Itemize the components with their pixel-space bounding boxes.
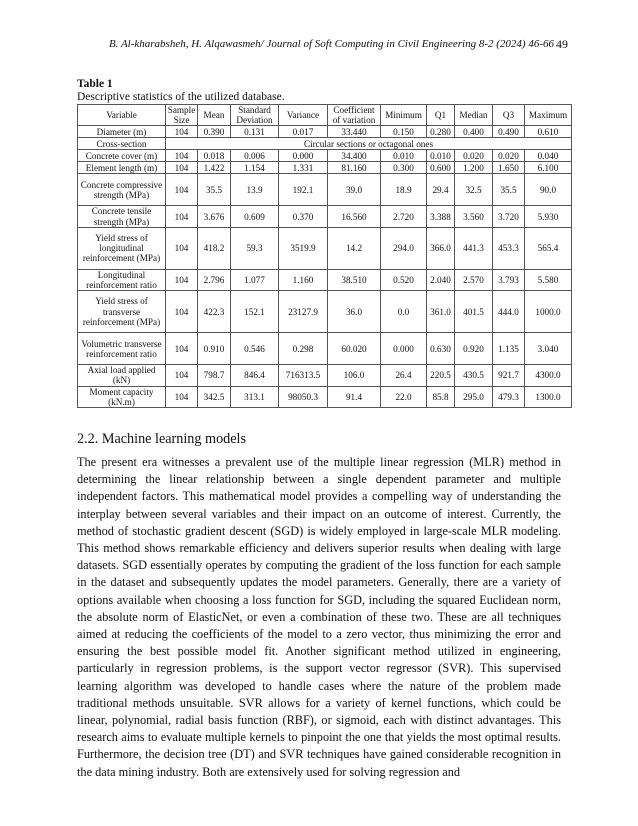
table-cell: 104	[166, 227, 198, 269]
table-cell: 441.3	[455, 227, 493, 269]
table-cell: 0.520	[381, 269, 427, 290]
table-cell: 3.720	[493, 206, 525, 227]
table-cell: 0.370	[279, 206, 328, 227]
table-cell: Moment capacity (kN.m)	[78, 386, 166, 407]
table-cell: Concrete cover (m)	[78, 150, 166, 162]
table-cell: 60.020	[328, 333, 381, 365]
table-cell: Axial load applied (kN)	[78, 365, 166, 386]
table-cell: 59.3	[231, 227, 279, 269]
table-cell: Yield stress of transverse reinforcement (MPa)	[78, 291, 166, 333]
table-cell: 0.010	[381, 150, 427, 162]
table-caption-text: Descriptive statistics of the utilized database.	[77, 91, 285, 103]
column-header: Q3	[493, 105, 525, 126]
table-row	[78, 269, 572, 290]
table-cell: 1.200	[455, 162, 493, 174]
table-cell: 0.010	[427, 150, 455, 162]
table-cell: 4300.0	[525, 365, 572, 386]
table-cell: 1.135	[493, 333, 525, 365]
table-cell: 13.9	[231, 174, 279, 206]
table-cell: 18.9	[381, 174, 427, 206]
table-cell: 0.610	[525, 126, 572, 138]
table-cell: 361.0	[427, 291, 455, 333]
table-cell: 479.3	[493, 386, 525, 407]
column-header: Variance	[279, 105, 328, 126]
table-row	[78, 174, 572, 206]
table-cell: 798.7	[198, 365, 231, 386]
table-cell: 1.154	[231, 162, 279, 174]
table-cell: 106.0	[328, 365, 381, 386]
table-cell: 152.1	[231, 291, 279, 333]
table-cell: 0.150	[381, 126, 427, 138]
table-cell: 3.388	[427, 206, 455, 227]
table-cell: 220.5	[427, 365, 455, 386]
table-cell: 29.4	[427, 174, 455, 206]
table-cell: 35.5	[493, 174, 525, 206]
descriptive-statistics-table	[77, 104, 572, 408]
table-cell: 0.000	[279, 150, 328, 162]
table-cell: 1.422	[198, 162, 231, 174]
table-cell: 3.793	[493, 269, 525, 290]
table-cell: 34.400	[328, 150, 381, 162]
table-cell: 98050.3	[279, 386, 328, 407]
table-cell: 342.5	[198, 386, 231, 407]
journal-citation: B. Al-kharabsheh, H. Alqawasmeh/ Journal of Soft Computing in Civil Engineering 8-2 (2024) 46-66	[108, 38, 554, 50]
table-cell: 0.000	[381, 333, 427, 365]
table-cell: 104	[166, 162, 198, 174]
table-cell: 2.040	[427, 269, 455, 290]
table-cell: 0.390	[198, 126, 231, 138]
table-cell: 35.5	[198, 174, 231, 206]
table-cell: 16.560	[328, 206, 381, 227]
table-cell: Longitudinal reinforcement ratio	[78, 269, 166, 290]
table-cell: Volumetric transverse reinforcement ratio	[78, 333, 166, 365]
table-cell: 36.0	[328, 291, 381, 333]
table-cell: 85.8	[427, 386, 455, 407]
table-cell: 422.3	[198, 291, 231, 333]
table-cell: 104	[166, 386, 198, 407]
table-cell: 0.020	[455, 150, 493, 162]
table-row	[78, 126, 572, 138]
table-cell: 22.0	[381, 386, 427, 407]
table-cell: 0.040	[525, 150, 572, 162]
column-header: Sample Size	[166, 105, 198, 126]
cross-section-value: Circular sections or octagonal ones	[166, 138, 572, 150]
table-cell: 1300.0	[525, 386, 572, 407]
table-cell: 104	[166, 150, 198, 162]
table-cell: 846.4	[231, 365, 279, 386]
table-row	[78, 291, 572, 333]
table-cell: 0.609	[231, 206, 279, 227]
table-cell: 921.7	[493, 365, 525, 386]
table-cell: 38.510	[328, 269, 381, 290]
table-caption	[77, 78, 285, 104]
table-cell: 104	[166, 291, 198, 333]
table-cell: 0.0	[381, 291, 427, 333]
table-cell: 3.560	[455, 206, 493, 227]
table-cell: 0.400	[455, 126, 493, 138]
table-cell: 90.0	[525, 174, 572, 206]
table-cell: 104	[166, 365, 198, 386]
table-cell: 313.1	[231, 386, 279, 407]
table-cell: 0.280	[427, 126, 455, 138]
table-cell: 1.077	[231, 269, 279, 290]
table-cell: 401.5	[455, 291, 493, 333]
table-cell: 1000.0	[525, 291, 572, 333]
table-cell: 0.298	[279, 333, 328, 365]
table-cell: Diameter (m)	[78, 126, 166, 138]
table-cell: 0.600	[427, 162, 455, 174]
cross-section-row	[78, 138, 572, 150]
table-cell: 104	[166, 206, 198, 227]
table-row	[78, 162, 572, 174]
table-cell: 1.160	[279, 269, 328, 290]
table-cell: 192.1	[279, 174, 328, 206]
table-cell: 6.100	[525, 162, 572, 174]
table-cell: 0.020	[493, 150, 525, 162]
column-header: Median	[455, 105, 493, 126]
table-row	[78, 365, 572, 386]
table-cell: 33.440	[328, 126, 381, 138]
table-cell: 104	[166, 126, 198, 138]
table-cell: 565.4	[525, 227, 572, 269]
table-cell: 3.676	[198, 206, 231, 227]
table-row	[78, 227, 572, 269]
table-cell: 5.580	[525, 269, 572, 290]
table-cell: 23127.9	[279, 291, 328, 333]
table-cell: 3.040	[525, 333, 572, 365]
table-cell: 26.4	[381, 365, 427, 386]
table-cell: 14.2	[328, 227, 381, 269]
table-cell: 0.490	[493, 126, 525, 138]
table-cell: 39.0	[328, 174, 381, 206]
table-cell: 104	[166, 269, 198, 290]
table-row	[78, 333, 572, 365]
table-cell: 0.920	[455, 333, 493, 365]
table-row	[78, 150, 572, 162]
table-cell: 444.0	[493, 291, 525, 333]
table-cell: 295.0	[455, 386, 493, 407]
table-cell: 104	[166, 333, 198, 365]
table-cell: Cross-section	[78, 138, 166, 150]
table-cell: 2.720	[381, 206, 427, 227]
table-cell: 91.4	[328, 386, 381, 407]
table-cell: 453.3	[493, 227, 525, 269]
table-cell: Yield stress of longitudinal reinforcement (MPa)	[78, 227, 166, 269]
column-header: Minimum	[381, 105, 427, 126]
table-cell: 5.930	[525, 206, 572, 227]
table-cell: 0.006	[231, 150, 279, 162]
column-header: Standard Deviation	[231, 105, 279, 126]
section-heading: 2.2. Machine learning models	[77, 431, 247, 447]
table-cell: 0.018	[198, 150, 231, 162]
table-cell: 104	[166, 174, 198, 206]
table-cell: 716313.5	[279, 365, 328, 386]
table-cell: 0.630	[427, 333, 455, 365]
page-number: 49	[556, 37, 568, 51]
table-label: Table 1	[77, 78, 113, 90]
column-header: Q1	[427, 105, 455, 126]
running-header	[0, 38, 638, 54]
table-cell: Concrete tensile strength (MPa)	[78, 206, 166, 227]
table-cell: 0.300	[381, 162, 427, 174]
table-header-row	[78, 105, 572, 126]
table-cell: 0.017	[279, 126, 328, 138]
table-cell: Element length (m)	[78, 162, 166, 174]
table-cell: 81.160	[328, 162, 381, 174]
column-header: Mean	[198, 105, 231, 126]
table-cell: 418.2	[198, 227, 231, 269]
table-cell: 1.331	[279, 162, 328, 174]
table-cell: 294.0	[381, 227, 427, 269]
table-row	[78, 206, 572, 227]
table-cell: 430.5	[455, 365, 493, 386]
table-cell: 32.5	[455, 174, 493, 206]
table-cell: 0.546	[231, 333, 279, 365]
table-cell: Concrete compressive strength (MPa)	[78, 174, 166, 206]
table-cell: 0.131	[231, 126, 279, 138]
column-header: Coefficient of variation	[328, 105, 381, 126]
table-cell: 366.0	[427, 227, 455, 269]
table-cell: 2.570	[455, 269, 493, 290]
table-cell: 1.650	[493, 162, 525, 174]
table-row	[78, 386, 572, 407]
column-header: Maximum	[525, 105, 572, 126]
column-header: Variable	[78, 105, 166, 126]
table-cell: 3519.9	[279, 227, 328, 269]
table-cell: 0.910	[198, 333, 231, 365]
body-paragraph: The present era witnesses a prevalent use of the multiple linear regression (MLR) method in determining the linear relationship between a single dependent parameter and multiple independent factors. This mathematical model provides a compelling way of understanding the interplay between several variables and their impact on an outcome of interest. Currently, the method of stochastic gradient descent (SGD) is widely employed in large-scale MLR modeling. This method shows remarkable efficiency and delivers superior results when dealing with large datasets. SGD essentially operates by computing the gradient of the loss function for each sample in the dataset and subsequently updates the model parameters. Generally, there are a variety of options available when choosing a loss function for SGD, including the squared Euclidean norm, the absolute norm of ElasticNet, or even a combination of these two. These are all techniques aimed at reducing the coefficients of the model to a zero vector, thus minimizing the error and ensuring the best possible model fit. Another significant method utilized in engineering, particularly in regression problems, is the support vector regressor (SVR). This supervised learning algorithm was developed to handle cases where the nature of the problem made traditional methods unsuitable. SVR allows for a variety of kernel functions, which could be linear, polynomial, radial basis function (RBF), or sigmoid, each with distinct advantages. This research aims to evaluate multiple kernels to pinpoint the one that yields the most optimal results. Furthermore, the decision tree (DT) and SVR techniques have gained considerable recognition in the data mining industry. Both are extensively used for solving regression and	[77, 455, 561, 779]
table-cell: 2.796	[198, 269, 231, 290]
